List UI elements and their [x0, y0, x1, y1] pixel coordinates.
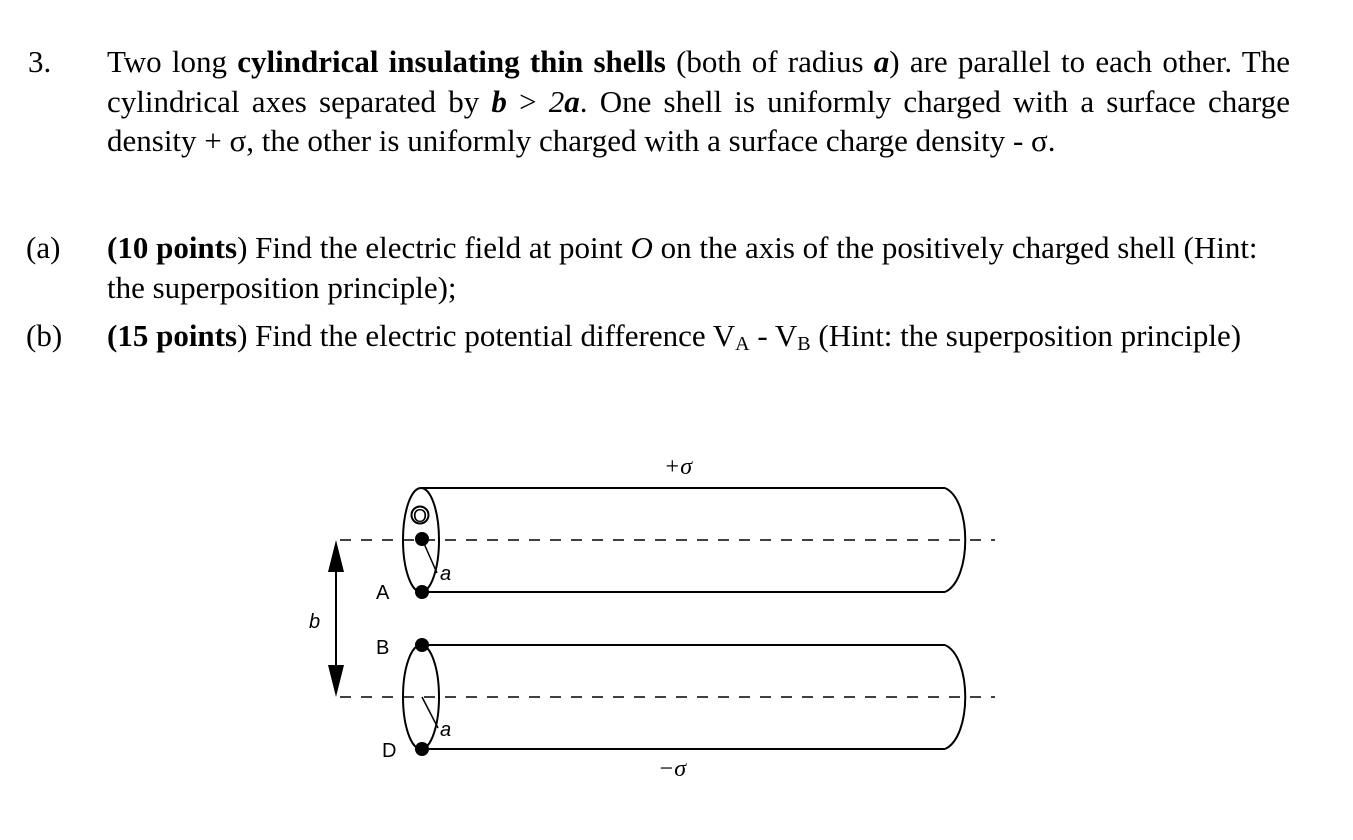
problem-statement: Two long cylindrical insulating thin shells (both of radius a) are parallel to each other. The cylindrical axes separated by b > 2a. One shell is uniformly charged with a surface charge density + σ, the other is uniformly charged with a surface charge density - σ. [107, 44, 1290, 158]
radius-line-bottom [422, 697, 438, 728]
radius-line-top [422, 539, 437, 573]
point-b-dot [415, 638, 429, 652]
label-o: O [413, 506, 428, 526]
part-a-text: (10 points) Find the electric field at point O on the axis of the positively charged shell (Hint: the superposition principle); [107, 230, 1258, 305]
label-b-point: B [376, 637, 390, 659]
label-top-charge: +σ [664, 454, 693, 480]
label-bottom-charge: −σ [658, 756, 687, 782]
label-b-distance: b [309, 611, 321, 633]
point-a-dot [415, 585, 429, 599]
problem-number: 3. [28, 44, 52, 79]
label-a-point: A [376, 582, 390, 604]
part-b-label: (b) [26, 318, 63, 353]
label-d-point: D [382, 740, 397, 762]
label-a-radius-bottom: a [440, 719, 452, 741]
label-a-radius-top: a [440, 563, 452, 585]
b-arrow [328, 540, 344, 697]
point-d-dot [415, 742, 429, 756]
part-b-text: (15 points) Find the electric potential difference $V_A - V_B$ (Hint: the superposition principle) [107, 318, 1242, 355]
part-a-label: (a) [26, 230, 61, 265]
